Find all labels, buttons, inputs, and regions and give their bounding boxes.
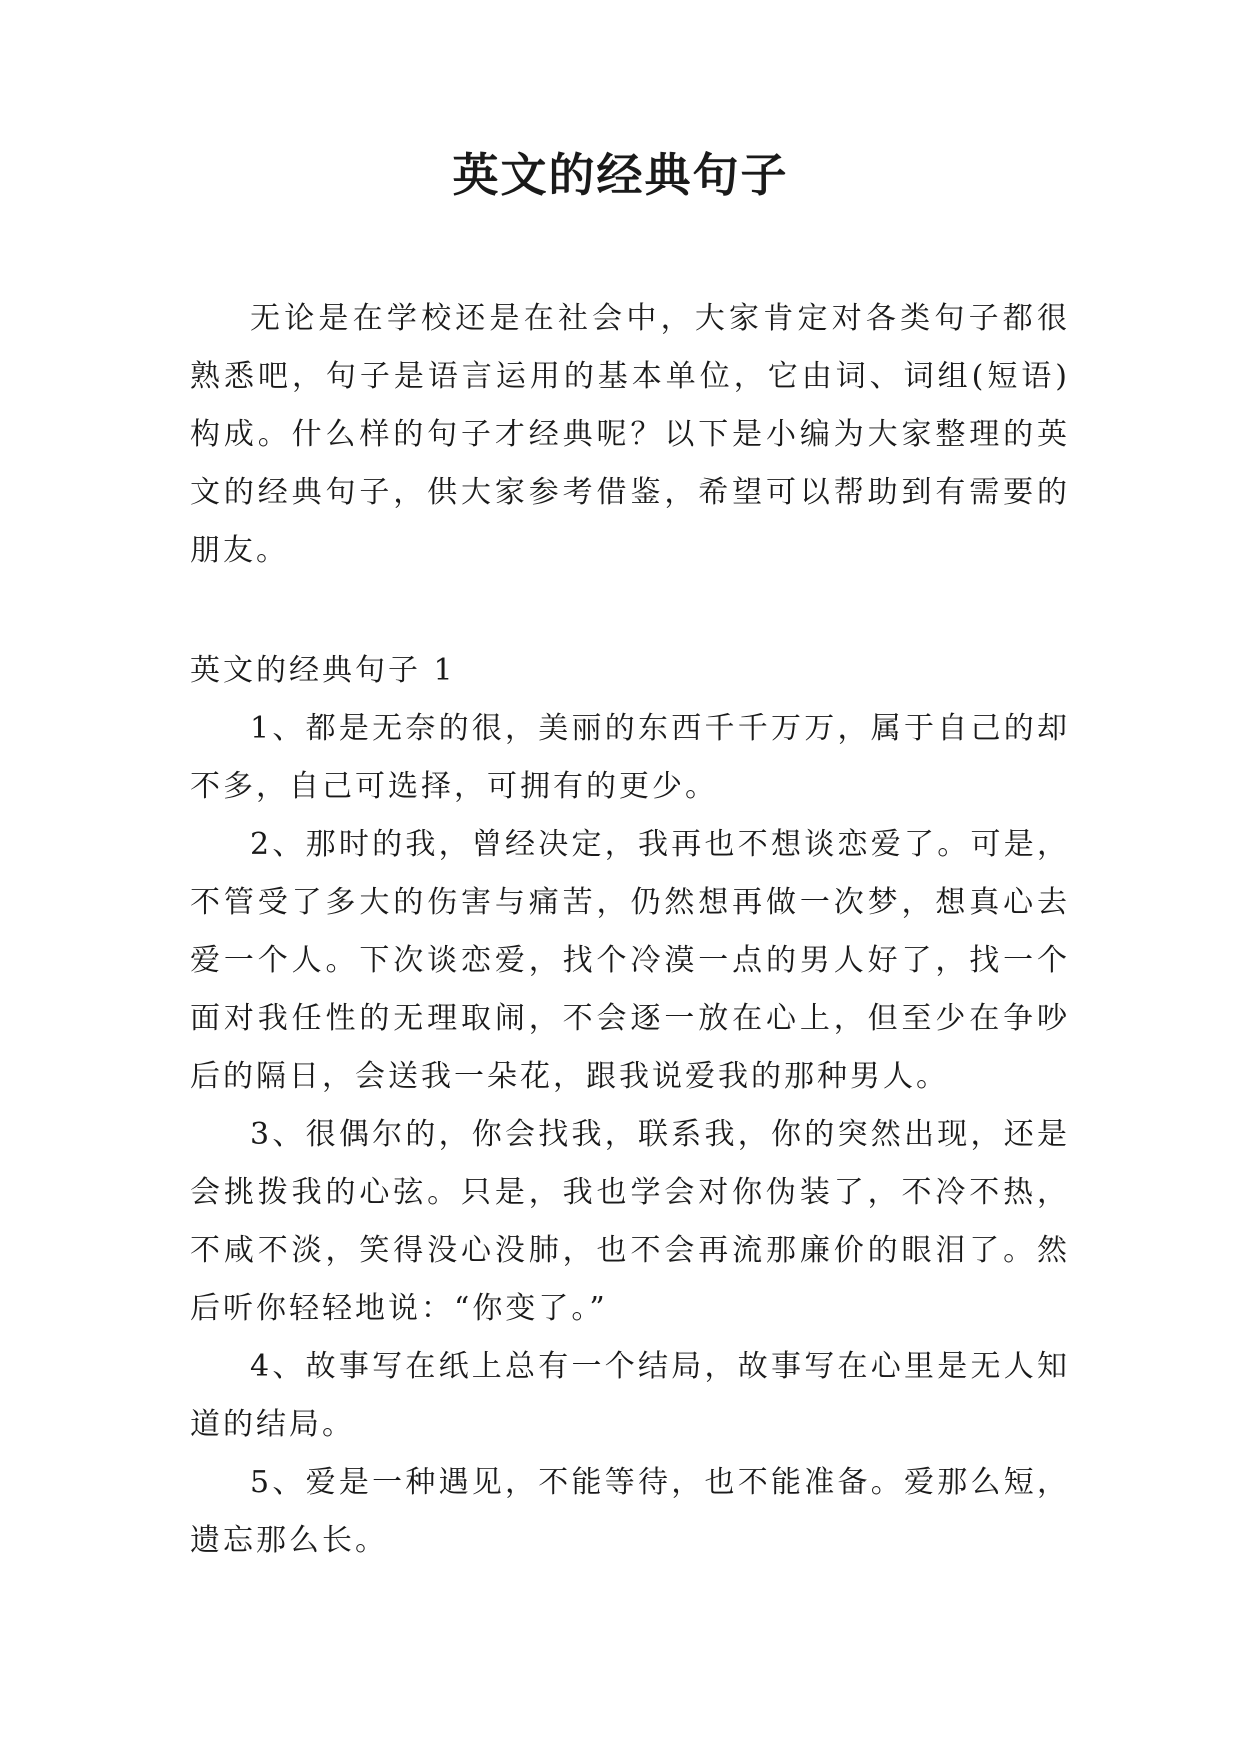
sentence-item-4: 4、故事写在纸上总有一个结局，故事写在心里是无人知道的结局。 — [190, 1349, 1070, 1442]
sentence-item-5: 5、爱是一种遇见，不能等待，也不能准备。爱那么短，遗忘那么长。 — [190, 1465, 1070, 1558]
sentence-list — [190, 700, 1070, 1570]
section-heading: 英文的经典句子 1 — [190, 653, 456, 688]
sentence-item-1: 1、都是无奈的很，美丽的东西千千万万，属于自己的却不多，自己可选择，可拥有的更少。 — [190, 711, 1070, 804]
intro-section — [190, 290, 1070, 580]
sentence-item-3: 3、很偶尔的，你会找我，联系我，你的突然出现，还是会挑拨我的心弦。只是，我也学会对你伪装了，不冷不热，不咸不淡，笑得没心没肺，也不会再流那廉价的眼泪了。然后听你轻轻地说：“你变了。” — [190, 1117, 1070, 1326]
intro-paragraph: 无论是在学校还是在社会中，大家肯定对各类句子都很熟悉吧，句子是语言运用的基本单位，它由词、词组(短语)构成。什么样的句子才经典呢？以下是小编为大家整理的英文的经典句子，供大家参考借鉴，希望可以帮助到有需要的朋友。 — [190, 301, 1070, 568]
sentence-item-2: 2、那时的我，曾经决定，我再也不想谈恋爱了。可是，不管受了多大的伤害与痛苦，仍然想再做一次梦，想真心去爱一个人。下次谈恋爱，找个冷漠一点的男人好了，找一个面对我任性的无理取闹，不会逐一放在心上，但至少在争吵后的隔日，会送我一朵花，跟我说爱我的那种男人。 — [190, 827, 1070, 1094]
page-title: 英文的经典句子 — [452, 148, 789, 202]
